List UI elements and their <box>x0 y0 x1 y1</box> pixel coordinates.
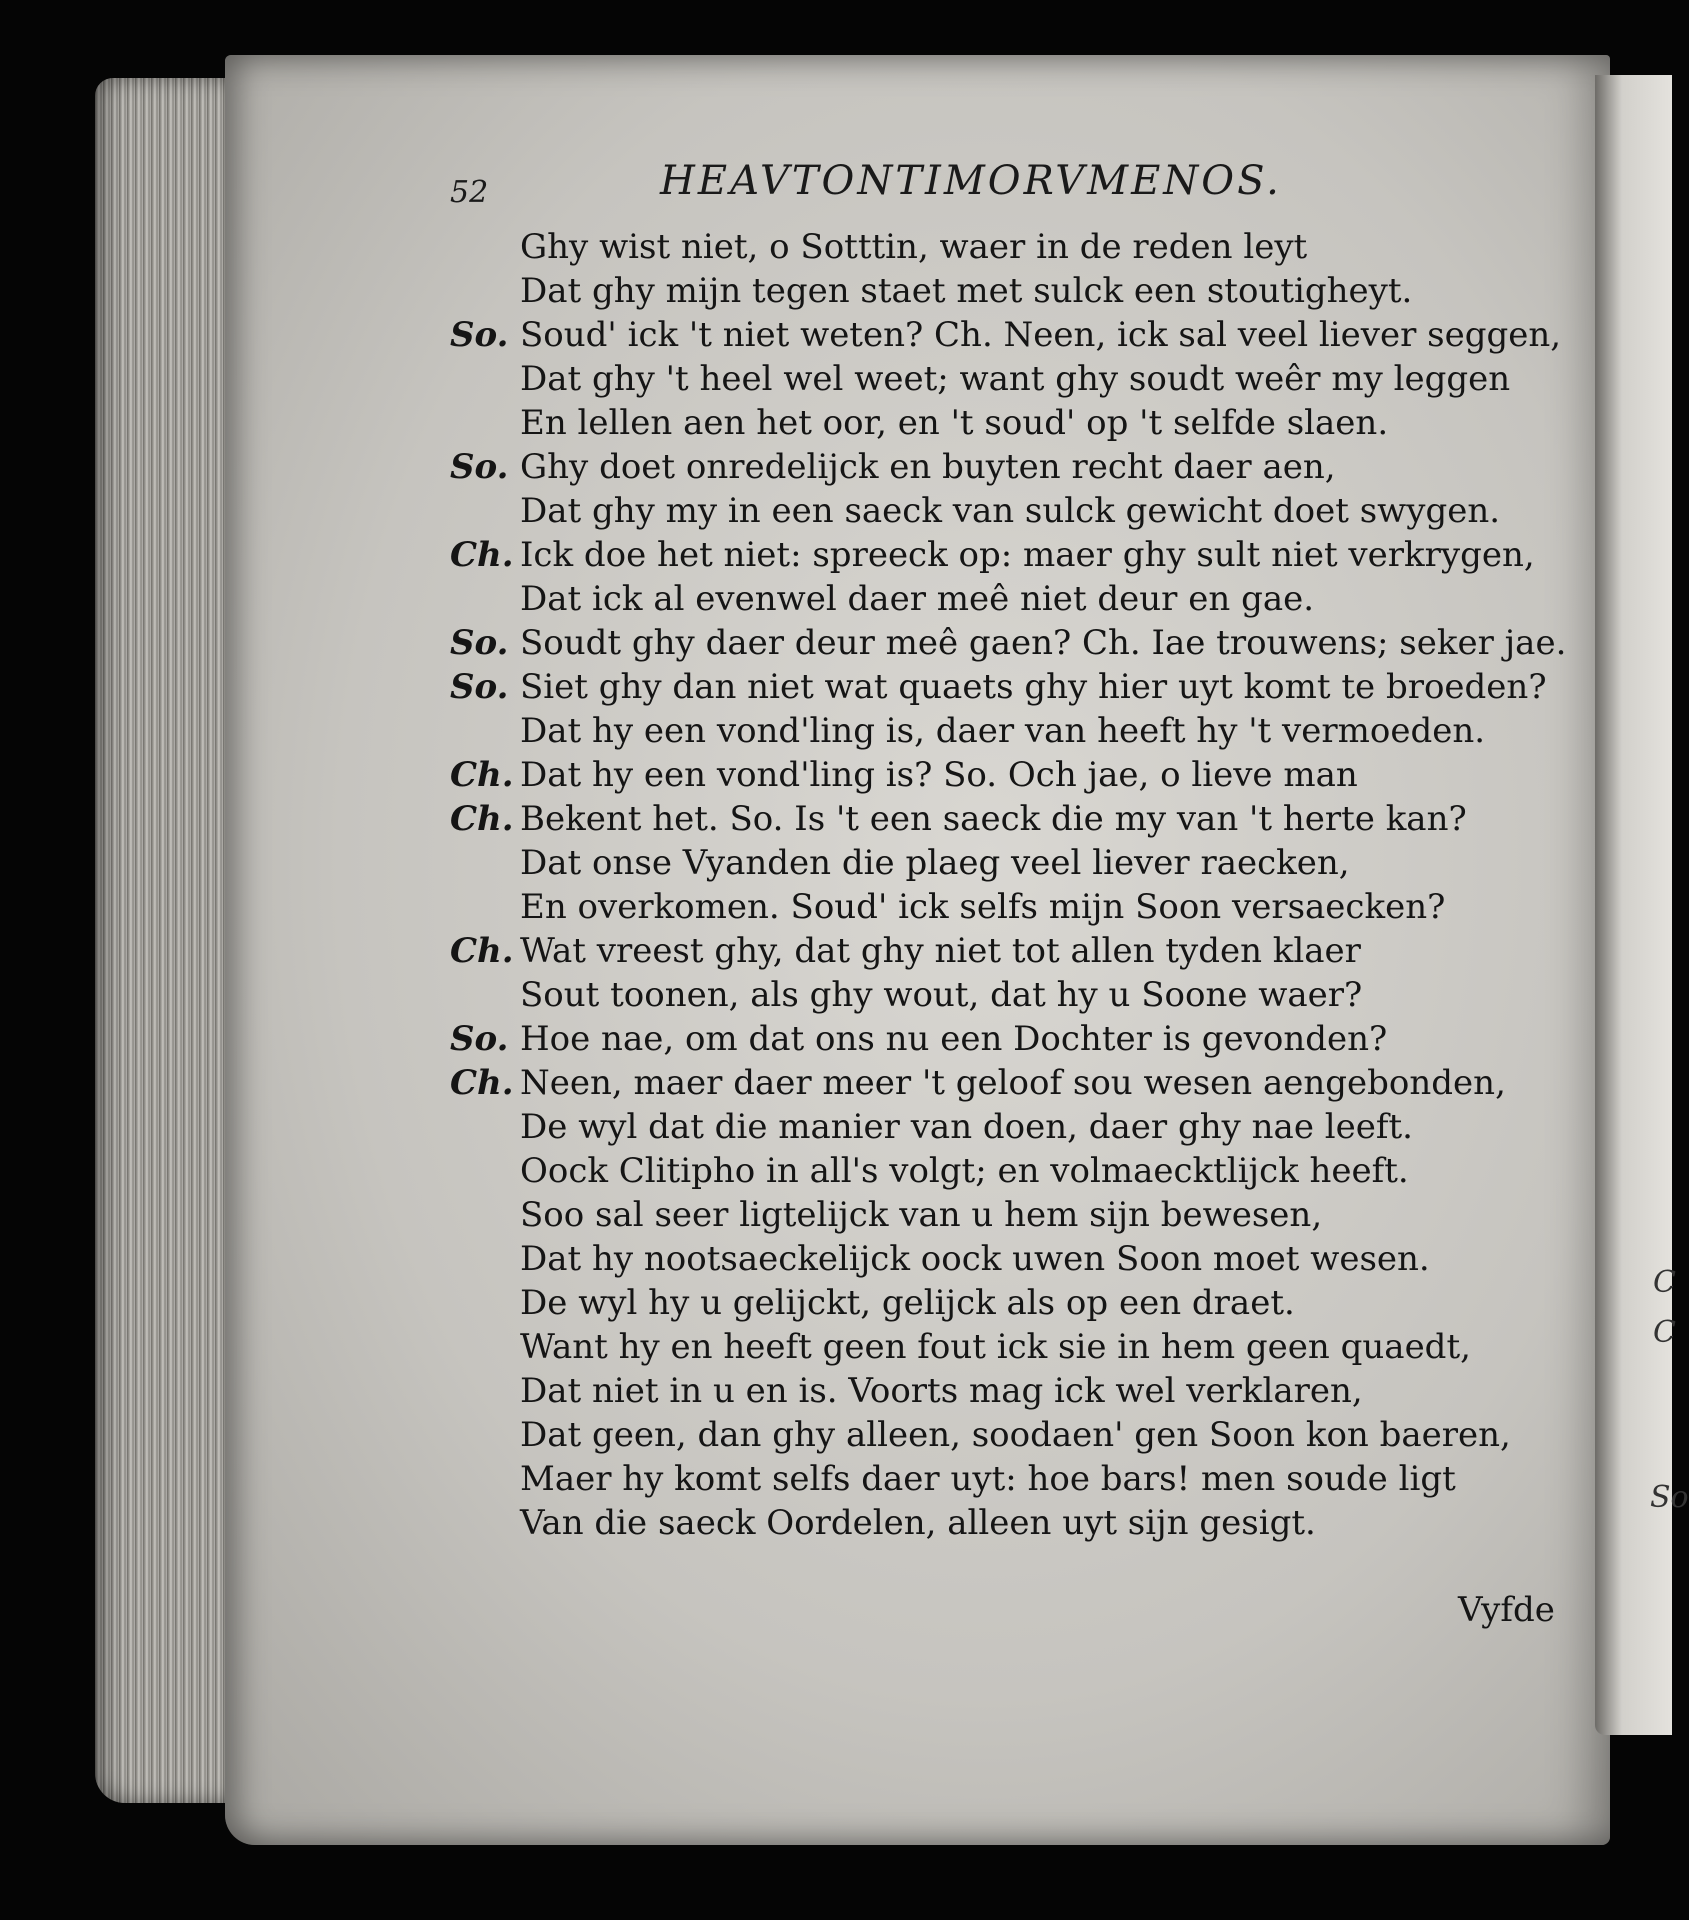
verse-text: De wyl dat die manier van doen, daer ghy nae leeft. <box>520 1107 1413 1147</box>
verse-line <box>450 797 1467 841</box>
verse-text: Hoe nae, om dat ons nu een Dochter is gevonden? <box>520 1019 1388 1059</box>
verse-text: En lellen aen het oor, en 't soud' op 't selfde slaen. <box>520 403 1389 443</box>
verse-text: Dat niet in u en is. Voorts mag ick wel verklaren, <box>520 1371 1363 1411</box>
text-block <box>450 225 1567 1545</box>
facing-page <box>1595 75 1689 1735</box>
verse-text: Sout toonen, als ghy wout, dat hy u Soone waer? <box>520 975 1363 1015</box>
verse-line <box>450 1017 1387 1061</box>
verse-line <box>450 445 1336 489</box>
verse-line <box>450 533 1535 577</box>
speaker-label: Ch. <box>450 931 514 971</box>
verse-line <box>450 1061 1506 1105</box>
verse-line <box>450 1149 1409 1193</box>
verse-text: Dat geen, dan ghy alleen, soodaen' gen Soon kon baeren, <box>520 1415 1511 1455</box>
verse-line <box>450 1413 1511 1457</box>
verse-text: Ghy wist niet, o Sotttin, waer in de reden leyt <box>520 227 1308 267</box>
verse-text: Dat hy nootsaeckelijck oock uwen Soon moet wesen. <box>520 1239 1430 1279</box>
verse-line <box>450 357 1510 401</box>
verse-line <box>450 973 1362 1017</box>
verse-text: Ghy doet onredelijck en buyten recht daer aen, <box>520 447 1336 487</box>
page-number: 52 <box>450 175 489 210</box>
verse-text: En overkomen. Soud' ick selfs mijn Soon versaecken? <box>520 887 1446 927</box>
verse-line <box>450 489 1500 533</box>
verse-line <box>450 709 1485 753</box>
verse-line <box>450 665 1547 709</box>
verse-line <box>450 577 1314 621</box>
catchword: Vyfde <box>1458 1590 1555 1630</box>
verse-text: Dat ick al evenwel daer meê niet deur en gae. <box>520 579 1315 619</box>
verse-text: Siet ghy dan niet wat quaets ghy hier uyt komt te broeden? <box>520 667 1547 707</box>
verse-line <box>450 269 1412 313</box>
speaker-label: So. <box>450 623 509 663</box>
verse-text: Maer hy komt selfs daer uyt: hoe bars! men soude ligt <box>520 1459 1456 1499</box>
speaker-label: So. <box>450 667 509 707</box>
verse-text: Bekent het. So. Is 't een saeck die my van 't herte kan? <box>520 799 1467 839</box>
speaker-label: Ch. <box>450 799 514 839</box>
verse-line <box>450 1237 1430 1281</box>
verse-text: Wat vreest ghy, dat ghy niet tot allen tyden klaer <box>520 931 1361 971</box>
verse-line <box>450 1369 1363 1413</box>
speaker-label: So. <box>450 315 509 355</box>
verse-line <box>450 1457 1456 1501</box>
running-head: HEAVTONTIMORVMENOS. <box>660 158 1282 204</box>
verse-text: Dat hy een vond'ling is, daer van heeft hy 't vermoeden. <box>520 711 1486 751</box>
speaker-label: Ch. <box>450 535 514 575</box>
speaker-label: So. <box>450 447 509 487</box>
facing-page-fragment: C <box>1653 1265 1676 1300</box>
speaker-label: Ch. <box>450 1063 514 1103</box>
verse-line <box>450 1193 1322 1237</box>
verse-line <box>450 313 1561 357</box>
verse-text: De wyl hy u gelijckt, gelijck als op een draet. <box>520 1283 1295 1323</box>
verse-text: Oock Clitipho in all's volgt; en volmaecktlijck heeft. <box>520 1151 1409 1191</box>
speaker-label: Ch. <box>450 755 514 795</box>
verse-text: Ick doe het niet: spreeck op: maer ghy sult niet verkrygen, <box>520 535 1535 575</box>
verse-line <box>450 621 1566 665</box>
verse-line <box>450 1325 1471 1369</box>
verse-text: Dat ghy 't heel wel weet; want ghy soudt weêr my leggen <box>520 359 1511 399</box>
facing-page-fragment: So <box>1650 1480 1689 1515</box>
verse-text: Soo sal seer ligtelijck van u hem sijn bewesen, <box>520 1195 1323 1235</box>
verse-line <box>450 401 1388 445</box>
verse-text: Want hy en heeft geen fout ick sie in hem geen quaedt, <box>520 1327 1471 1367</box>
verse-line <box>450 841 1350 885</box>
verse-line <box>450 1501 1316 1545</box>
verse-text: Dat ghy my in een saeck van sulck gewicht doet swygen. <box>520 491 1501 531</box>
verse-text: Dat ghy mijn tegen staet met sulck een stoutigheyt. <box>520 271 1413 311</box>
page-edges <box>95 78 235 1803</box>
verse-line <box>450 1281 1295 1325</box>
verse-text: Dat hy een vond'ling is? So. Och jae, o lieve man <box>520 755 1358 795</box>
verse-line <box>450 1105 1413 1149</box>
verse-text: Van die saeck Oordelen, alleen uyt sijn gesigt. <box>520 1503 1316 1543</box>
speaker-label: So. <box>450 1019 509 1059</box>
facing-page-fragment: C <box>1653 1315 1676 1350</box>
verse-text: Dat onse Vyanden die plaeg veel liever raecken, <box>520 843 1350 883</box>
verse-line <box>450 225 1307 269</box>
verse-text: Neen, maer daer meer 't geloof sou wesen aengebonden, <box>520 1063 1506 1103</box>
verse-text: Soudt ghy daer deur meê gaen? Ch. Iae trouwens; seker jae. <box>520 623 1567 663</box>
verse-line <box>450 885 1445 929</box>
verse-line <box>450 753 1358 797</box>
verse-text: Soud' ick 't niet weten? Ch. Neen, ick sal veel liever seggen, <box>520 315 1562 355</box>
verse-line <box>450 929 1361 973</box>
